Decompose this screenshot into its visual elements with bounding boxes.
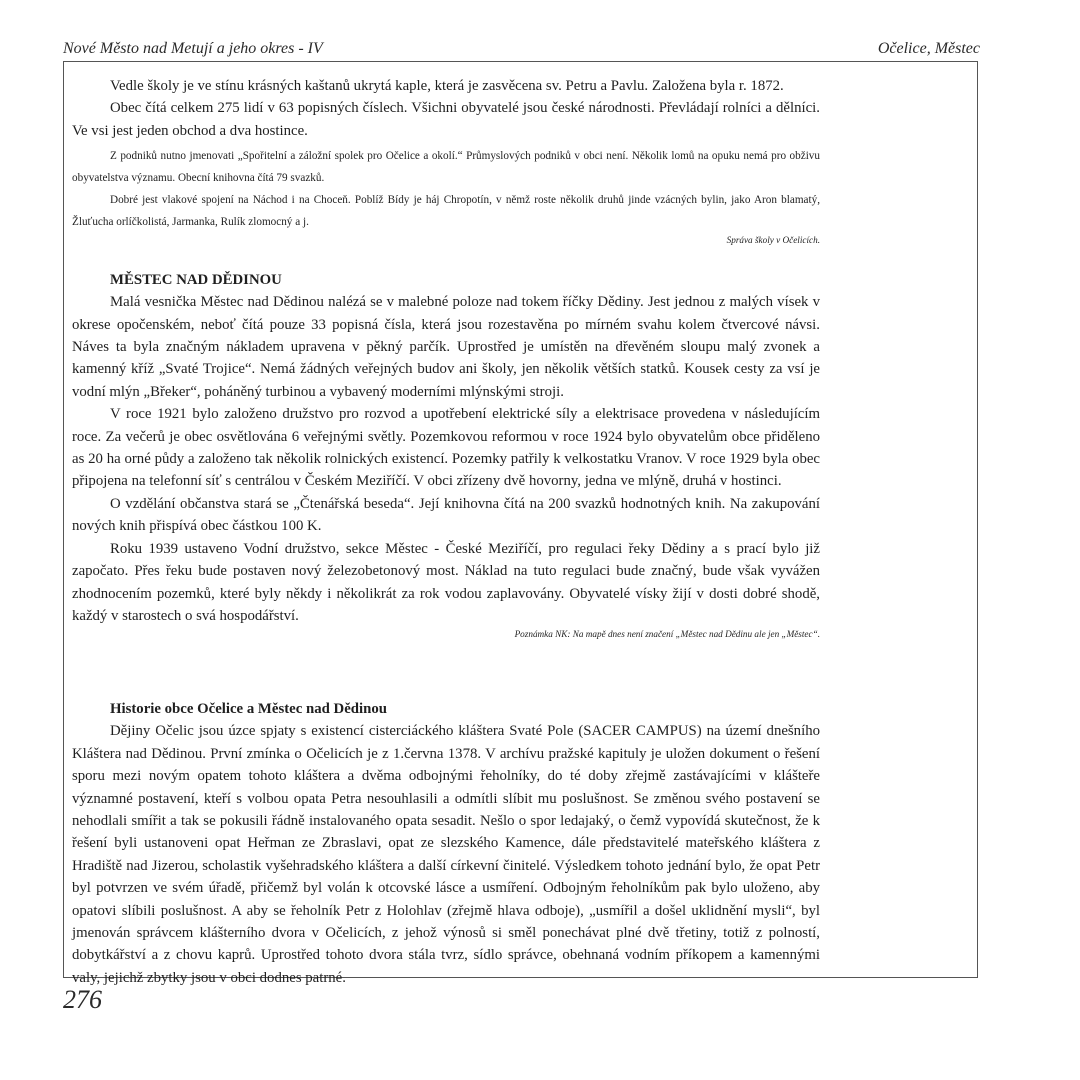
section-ocelice	[72, 75, 820, 248]
page-number: 276	[63, 985, 102, 1014]
small-paragraph: Dobré jest vlakové spojení na Náchod i na Choceň. Poblíž Bídy je háj Chropotín, v němž roste několik druhů jinde vzácných bylin, jako Aron blamatý, Žluťucha orlíčkolistá, Jarmanka, Rulík zlomocný a j.	[72, 194, 820, 229]
page-frame	[63, 61, 978, 986]
header-book-title: Nové Město nad Metují a jeho okres - IV	[63, 40, 323, 57]
paragraph: V roce 1921 bylo založeno družstvo pro rozvod a upotřebení elektrické síly a elektrisace provedena v následujícím roce. Za večerů je obec osvětlována 6 veřejnými světly. Pozemkovou reformou v roce 1924 bylo obyvatelům obce přiděleno as 20 ha orné půdy a založeno tak několik rolnických existencí. Pozemky patřily k velkostatku Vranov. V roce 1929 byla obec připojena na telefonní síť s centrálou v Českém Meziříčí. V obci zřízeny dvě hovorny, jedna ve mlýně, druhá v hostinci.	[72, 406, 820, 490]
paragraph: Obec čítá celkem 275 lidí v 63 popisných číslech. Všichni obyvatelé jsou české národnosti. Převládají rolníci a dělníci. Ve vsi jest jeden obchod a dva hostince.	[72, 100, 820, 139]
running-header	[63, 38, 980, 60]
header-chapter-title: Očelice, Městec	[877, 40, 980, 57]
signature: Správa školy v Očelicích.	[726, 235, 820, 246]
section-heading: MĚSTEC NAD DĚDINOU	[110, 272, 282, 289]
paragraph: Roku 1939 ustaveno Vodní družstvo, sekce Městec - České Meziříčí, pro regulaci řeky Dědiny a s prací bylo již započato. Přes řeku bude postaven nový železobetonový most. Náklad na tuto regulaci bude značný, bude však vyvážen zhodnocením pozemků, které byly někdy i několikrát za rok vodou zaplavovány. Obyvatelé vísky žijí v dosti dobré shodě, každý v starostech o svá hospodářství.	[72, 540, 820, 624]
section-history	[72, 698, 820, 989]
paragraph: Dějiny Očelic jsou úzce spjaty s existencí cisterciáckého kláštera Svaté Pole (SACER CAMPUS) na území dnešního Kláštera nad Dědinou. První zmínka o Očelicích je z 1.června 1378. V archívu pražské kapituly je uložen dokument o řešení sporu mezi novým opatem tohoto kláštera a dvěma odbojnými řeholníky, do té doby zřejmě zastávajícími v klášteře významné postavení, kteří s volbou opata Petra nesouhlasili a odmítli slíbit mu poslušnost. Se změnou svého postavení se nehodlali smířit a tak se pokusili řádně instalovaného opata sesadit. Nešlo o spor ledajaký, o čemž vypovídá skutečnost, že k řešení byli ustanoveni opat Heřman ze Zbraslavi, opat ze slezského Kamence, dále představitelé mateřského kláštera z Hradiště nad Jizerou, scholastik vyšehradského kláštera a další církevní činitelé. Výsledkem tohoto jednání bylo, že opat Petr byl potvrzen ve svém úřadě, přičemž byl volán k otcovské lásce a usmíření. Odbojným řeholníkům pak bylo uloženo, aby opatovi slíbili poslušnost. A aby se řeholník Petr z Holohlav (zřejmě hlava odboje), „usmířil a došel uklidnění mysli“, byl jmenován správcem klášterního dvora v Očelicích, z jehož výnosů si směl ponechávat plné dvě třetiny, totiž z polností, dobytkářství a z chovu kaprů. Uprostřed tohoto dvora stála tvrz, sídlo správce, obehnaná vodním příkopem a kamennými valy, jejichž zbytky jsou v obci dodnes patrné.	[72, 723, 820, 986]
section-heading: Historie obce Očelice a Městec nad Dědinou	[110, 701, 387, 718]
editor-note: Poznámka NK: Na mapě dnes není značení „Městec nad Dědinu ale jen „Městec“.	[514, 629, 820, 640]
small-paragraph: Z podniků nutno jmenovati „Spořitelní a záložní spolek pro Očelice a okolí.“ Průmyslových podniků v obci není. Několik lomů na opuku nemá pro obživu obyvatelstva významu. Obecní knihovna čítá 79 svazků.	[72, 150, 820, 185]
paragraph: O vzdělání občanstva stará se „Čtenářská beseda“. Její knihovna čítá na 200 svazků hodnotných knih. Na zakupování nových knih přispívá obec částkou 100 K.	[72, 495, 820, 535]
paragraph: Vedle školy je ve stínu krásných kaštanů ukrytá kaple, která je zasvěcena sv. Petru a Pavlu. Založena byla r. 1872.	[110, 78, 784, 94]
page-content	[72, 75, 820, 989]
section-mestec	[72, 269, 820, 642]
paragraph: Malá vesnička Městec nad Dědinou nalézá se v malebné poloze nad tokem říčky Dědiny. Jest jednou z malých vísek v okrese opočenském, neboť čítá pouze 33 popisná čísla, která jsou rozestavěna po mírném svahu kolem čtvercové návsi. Náves ta byla značným nákladem upravena v pěkný parčík. Uprostřed je umístěn na dřevěném sloupu malý zvonek a kamenný kříž „Svaté Trojice“. Nemá žádných veřejných budov ani školy, jen několik větších statků. Kousek cesty za vsí je vodní mlýn „Břeker“, poháněný turbinou a vybavený moderními mlýnskými stroji.	[72, 294, 820, 400]
